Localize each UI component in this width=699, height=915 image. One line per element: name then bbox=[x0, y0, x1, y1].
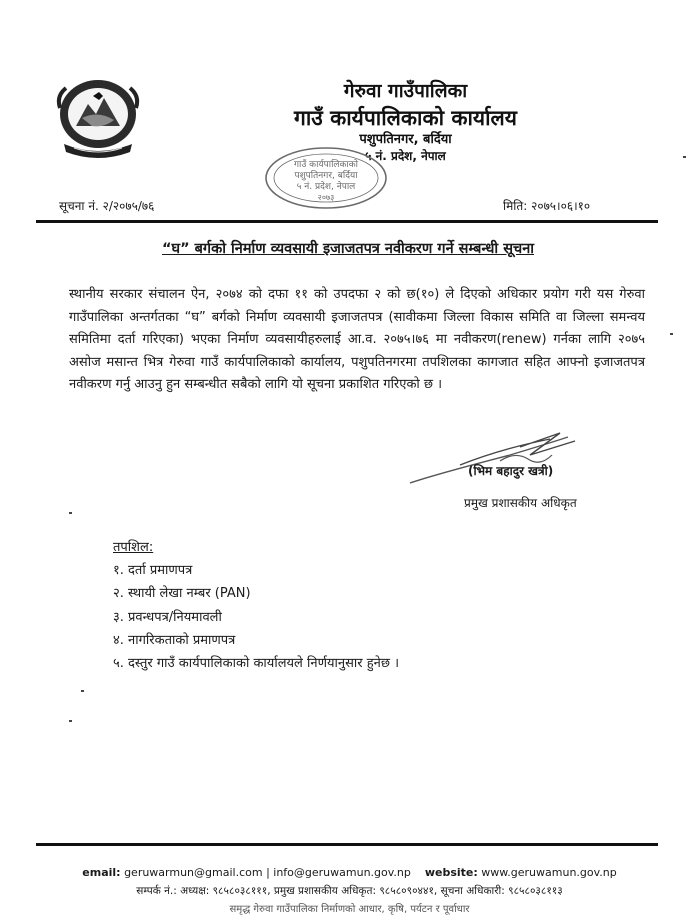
scan-speck bbox=[69, 512, 72, 514]
header-divider bbox=[36, 220, 658, 223]
scan-speck bbox=[81, 690, 84, 692]
list-item: ३. प्रवन्धपत्र/नियमावली bbox=[113, 609, 222, 625]
list-item: १. दर्ता प्रमाणपत्र bbox=[113, 563, 193, 578]
details-title: तपशिल: bbox=[113, 540, 154, 555]
office-province: ५ नं. प्रदेश, नेपाल bbox=[365, 149, 446, 163]
office-location: पशुपतिनगर, बर्दिया bbox=[359, 132, 452, 147]
footer-contact-web bbox=[0, 866, 699, 879]
notice-date: मिति: २०७५।०६।१० bbox=[503, 199, 591, 213]
scan-speck bbox=[683, 156, 686, 158]
signatory-title: प्रमुख प्रशासकीय अधिकृत bbox=[464, 496, 577, 510]
list-item: ५. दस्तुर गाउँ कार्यपालिकाको कार्यालयले निर्णयानुसार हुनेछ । bbox=[113, 656, 399, 672]
office-seal-stamp bbox=[262, 145, 390, 211]
notice-subject: “घ” बर्गको निर्माण व्यवसायी इजाजतपत्र नवीकरण गर्ने सम्बन्धी सूचना bbox=[161, 241, 535, 257]
municipality-name: गेरुवा गाउँपालिका bbox=[343, 80, 468, 102]
footer-tagline: समृद्ध गेरुवा गाउँपालिका निर्माणको आधार, कृषि, पर्यटन र पूर्वाधार bbox=[229, 904, 470, 915]
website-value: www.geruwamun.gov.np bbox=[481, 866, 617, 879]
footer-divider bbox=[36, 843, 658, 846]
stamp-line-3: ५ नं. प्रदेश, नेपाल bbox=[296, 182, 356, 192]
office-name: गाउँ कार्यपालिकाको कार्यालय bbox=[294, 106, 517, 130]
email-value: geruwarmun@gmail.com | info@geruwamun.gov.np bbox=[124, 866, 411, 879]
list-item: २. स्थायी लेखा नम्बर (PAN) bbox=[113, 586, 251, 602]
notice-number: सूचना नं. २/२०७५/७६ bbox=[59, 199, 155, 213]
stamp-line-4: २०७३ bbox=[317, 193, 335, 202]
scan-speck bbox=[69, 720, 72, 722]
email-label: email: bbox=[82, 866, 121, 879]
required-documents-list bbox=[113, 559, 399, 675]
list-item: ४. नागरिकताको प्रमाणपत्र bbox=[113, 632, 236, 648]
scan-speck bbox=[670, 333, 673, 335]
website-label: website: bbox=[424, 866, 478, 879]
notice-body: स्थानीय सरकार संचालन ऐन, २०७४ को दफा ११ को उपदफा २ को छ(१०) ले दिएको अधिकार प्रयोग गरी यस गेरुवा गाउँपालिका अन्तर्गतका “घ” बर्गको निर्माण व्यवसायी इजाजतपत्र (सावीकमा जिल्ला विकास समिति वा जिल्ला समन्वय समितिमा दर्ता गरिएका) भएका निर्माण व्यवसायीहरुलाई आ.व. २०७५।७६ मा नवीकरण(renew) गर्नका लागि २०७५ असोज मसान्त भित्र गेरुवा गाउँ कार्यपालिकाको कार्यालय, पशुपतिनगरमा तपशिलका कागजात सहित आफ्नो इजाजतपत्र नवीकरण गर्नु आउनु हुन सम्बन्धीत सबैको लागि यो सूचना प्रकाशित गरिएको छ । bbox=[69, 287, 645, 392]
stamp-line-1: गाउँ कार्यपालिकाको bbox=[293, 160, 359, 170]
stamp-line-2: पशुपतिनगर, बर्दिया bbox=[294, 171, 358, 181]
footer-phone-contacts: सम्पर्क नं.: अध्यक्ष: ९८५८०३८१११, प्रमुख प्रशासकीय अधिकृत: ९८५८०९०४४१, सूचना अधिकारी: ९८५८०३८११३ bbox=[136, 885, 563, 897]
signatory-name: (भिम बहादुर खत्री) bbox=[468, 464, 554, 478]
